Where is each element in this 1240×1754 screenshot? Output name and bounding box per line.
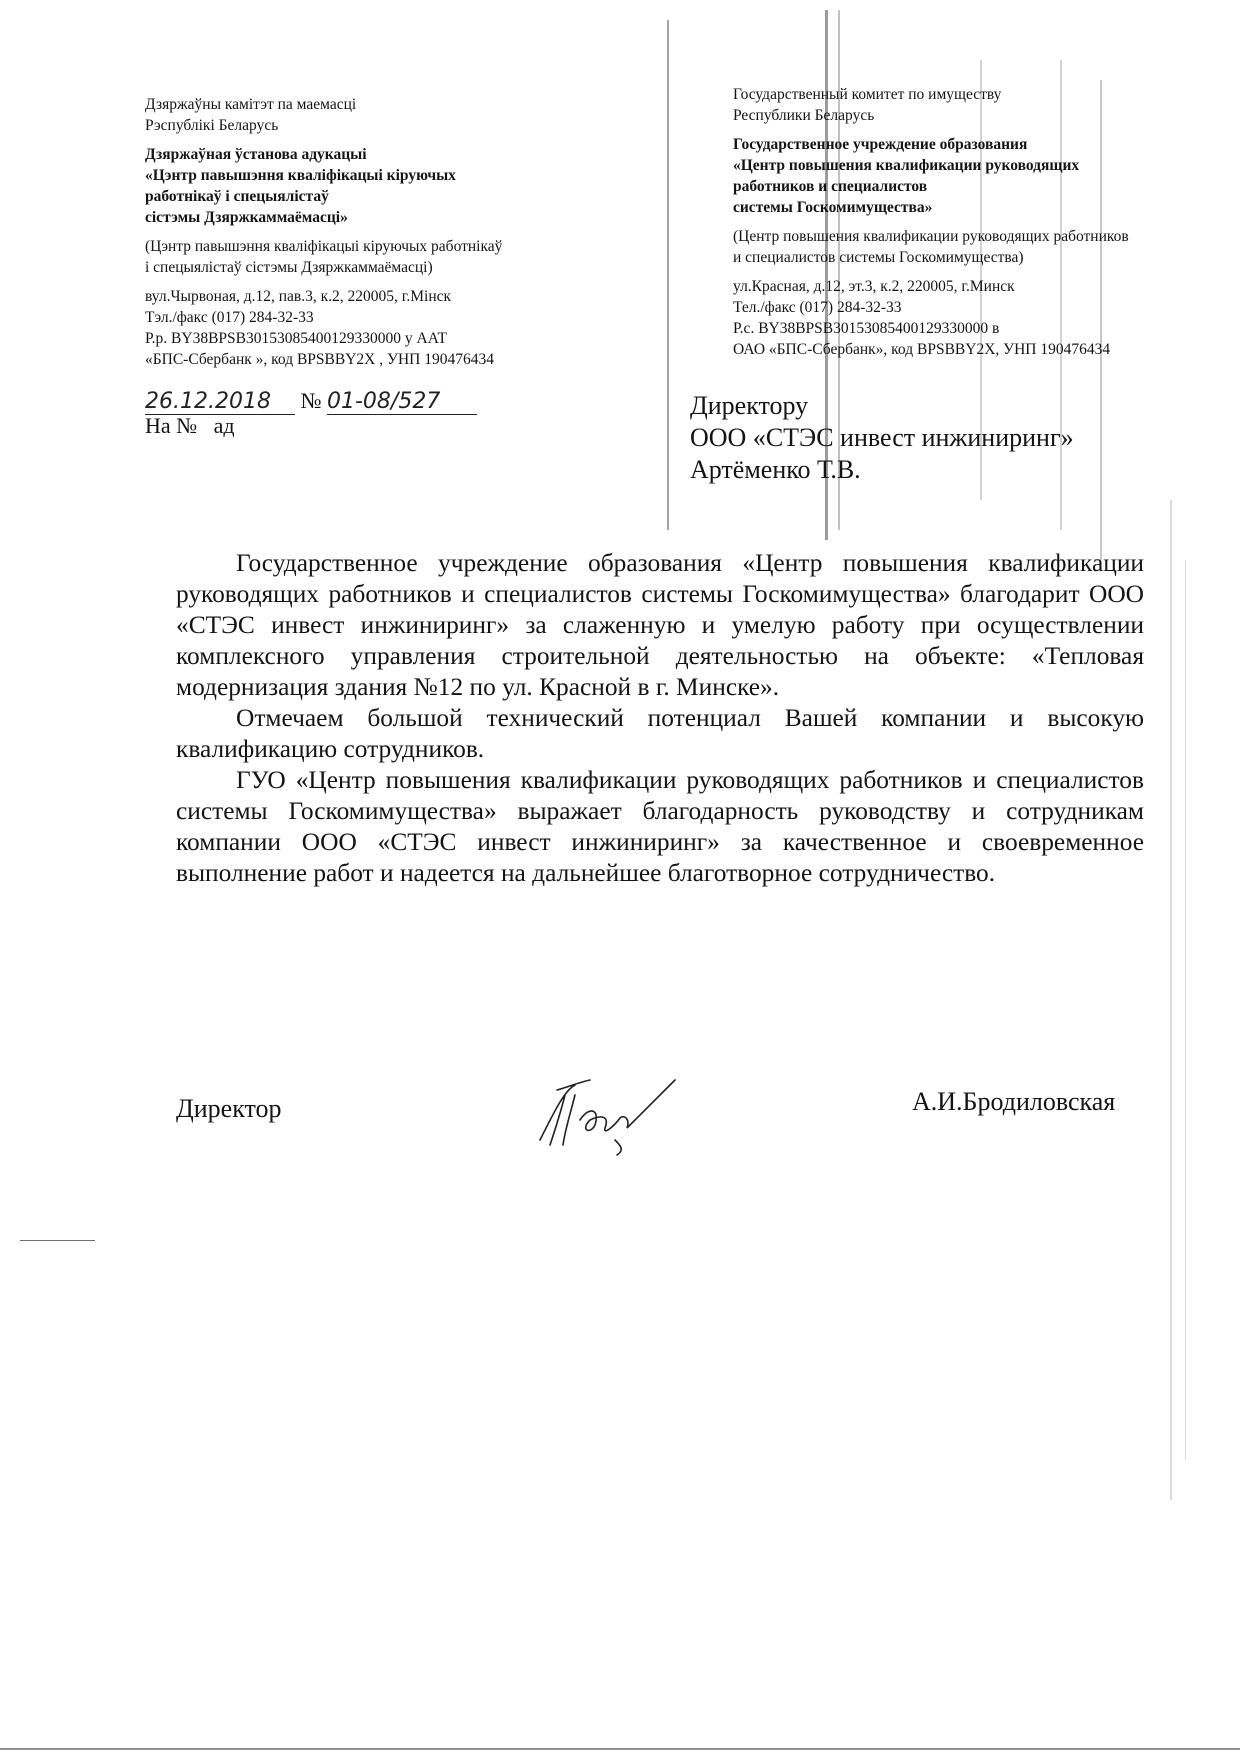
- letterhead-line: вул.Чырвоная, д.12, пав.3, к.2, 220005, г.Мінск: [145, 288, 452, 305]
- letterhead-line: Государственный комитет по имуществу: [733, 86, 1002, 103]
- letterhead-line: Рэспублікі Беларусь: [145, 117, 279, 134]
- letterhead-line: Государственное учреждение образования: [733, 136, 1028, 153]
- letterhead-line: работников и специалистов: [733, 178, 928, 195]
- registration-date: 26.12.2018: [145, 389, 295, 415]
- letterhead-line: Тел./факс (017) 284-32-33: [733, 299, 902, 316]
- reference-separator: ад: [213, 413, 235, 438]
- letterhead-line: ОАО «БПС-Сбербанк», код BPSBBY2X, УНП 190476434: [733, 341, 1111, 358]
- letterhead-line: «БПС-Сбербанк », код BPSBBY2X , УНП 190476434: [145, 351, 494, 368]
- letterhead-line: ул.Красная, д.12, эт.3, к.2, 220005, г.Минск: [733, 278, 1015, 295]
- letterhead-russian: [733, 84, 1173, 360]
- addressee-line: ООО «СТЭС инвест инжиниринг»: [690, 423, 1074, 452]
- body-paragraph: ГУО «Центр повышения квалификации руководящих работников и специалистов системы Госкомимущества» выражает благодарность руководству и сотрудникам компании ООО «СТЭС инвест инжиниринг» за качественное и своевременное выполнение работ и надеется на дальнейшее благотворное сотрудничество.: [176, 766, 1144, 887]
- reference-label: На №: [145, 413, 198, 438]
- letterhead-line: Дзяржаўны камітэт па маемасці: [145, 96, 357, 113]
- letterhead-line: Р.с. BY38BPSB30153085400129330000 в: [733, 320, 1000, 337]
- letterhead-line: Республики Беларусь: [733, 107, 875, 124]
- letterhead-line: і спецыялістаў сістэмы Дзяржкаммаёмасці): [145, 259, 433, 276]
- reference-line: [145, 413, 246, 439]
- scan-edge: [0, 1748, 1240, 1750]
- scan-streak: [667, 20, 669, 530]
- body-paragraph: Государственное учреждение образования «Центр повышения квалификации руководящих работников и специалистов системы Госкомимущества» благодарит ООО «СТЭС инвест инжиниринг» за слаженную и умелую работу при осуществлении комплексного управления строительной деятельностью на объекте: «Тепловая модернизация здания №12 по ул. Красной в г. Минске».: [176, 549, 1144, 701]
- scan-mark: [20, 1240, 95, 1241]
- letterhead-line: Тэл./факс (017) 284-32-33: [145, 309, 314, 326]
- letter-body: [176, 548, 1144, 889]
- letterhead-line: работнікаў і спецыялістаў: [145, 188, 329, 205]
- registration-number: 01-08/527: [327, 389, 477, 415]
- letterhead-line: «Центр повышения квалификации руководящих: [733, 157, 1080, 174]
- letterhead-line: «Цэнтр павышэння кваліфікацыі кіруючых: [145, 167, 456, 184]
- handwritten-signature: [535, 1070, 695, 1160]
- addressee-line: Артёменко Т.В.: [690, 455, 861, 484]
- scan-streak: [1170, 500, 1172, 1500]
- number-label: №: [300, 388, 322, 413]
- letterhead-line: (Цэнтр павышэння кваліфікацыі кіруючых работнікаў: [145, 238, 503, 255]
- letterhead-line: системы Госкомимущества»: [733, 199, 933, 216]
- letterhead-line: Р.р. BY38BPSB30153085400129330000 у ААТ: [145, 330, 448, 347]
- signatory-title: Директор: [176, 1094, 282, 1123]
- letterhead-line: (Центр повышения квалификации руководящих работников: [733, 228, 1129, 245]
- letterhead-belarusian: [145, 94, 565, 370]
- addressee-block: [690, 390, 1074, 486]
- signatory-name: А.И.Бродиловская: [912, 1087, 1116, 1116]
- scan-streak: [1185, 560, 1186, 1460]
- letterhead-line: Дзяржаўная ўстанова адукацыі: [145, 146, 367, 163]
- body-paragraph: Отмечаем большой технический потенциал Вашей компании и высокую квалификацию сотрудников.: [176, 704, 1144, 763]
- letterhead-line: и специалистов системы Госкомимущества): [733, 249, 1024, 266]
- letterhead-line: сістэмы Дзяржкаммаёмасці»: [145, 209, 348, 226]
- addressee-line: Директору: [690, 391, 809, 420]
- registration-line: [145, 388, 477, 415]
